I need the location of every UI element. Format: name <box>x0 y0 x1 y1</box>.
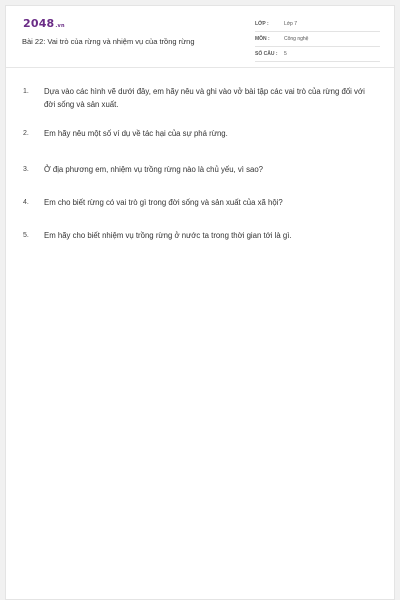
meta-row-subject <box>255 32 380 47</box>
brand-logo[interactable] <box>23 18 65 32</box>
question-count-label: SỐ CÂU : <box>255 51 278 57</box>
question-text: Dựa vào các hình vẽ dưới đây, em hãy nêu và ghi vào vở bài tập các vai trò của rừng đối với đời sống và sản xuất. <box>44 87 365 109</box>
class-value: Lớp 7 <box>284 21 298 27</box>
question-item <box>23 127 375 163</box>
worksheet-meta <box>255 17 380 62</box>
worksheet-header <box>6 6 394 68</box>
meta-row-count <box>255 47 380 62</box>
question-text: Em cho biết rừng có vai trò gì trong đời sống và sản xuất của xã hội? <box>44 198 283 207</box>
class-label: LỚP : <box>255 21 269 27</box>
question-number: 1. <box>23 88 29 95</box>
question-item <box>23 85 375 127</box>
question-item <box>23 229 375 249</box>
question-item <box>23 163 375 196</box>
question-item <box>23 196 375 229</box>
lesson-title: Bài 22: Vai trò của rừng và nhiệm vụ của trồng rừng <box>22 37 195 46</box>
question-text: Em hãy cho biết nhiệm vụ trồng rừng ở nước ta trong thời gian tới là gì. <box>44 231 292 240</box>
question-number: 4. <box>23 199 29 206</box>
question-list <box>23 85 375 249</box>
question-text: Ở địa phương em, nhiệm vụ trồng rừng nào là chủ yếu, vì sao? <box>44 165 264 174</box>
question-number: 3. <box>23 166 29 173</box>
question-number: 5. <box>23 232 29 239</box>
meta-row-class <box>255 17 380 32</box>
worksheet-page <box>5 5 395 600</box>
subject-value: Công nghệ <box>284 36 309 42</box>
brand-suffix: .vn <box>55 23 65 29</box>
subject-label: MÔN : <box>255 36 270 42</box>
question-text: Em hãy nêu một số ví dụ về tác hại của sự phá rừng. <box>44 129 228 138</box>
question-count-value: 5 <box>284 51 287 57</box>
brand-name: 2048 <box>23 17 55 30</box>
question-number: 2. <box>23 130 29 137</box>
